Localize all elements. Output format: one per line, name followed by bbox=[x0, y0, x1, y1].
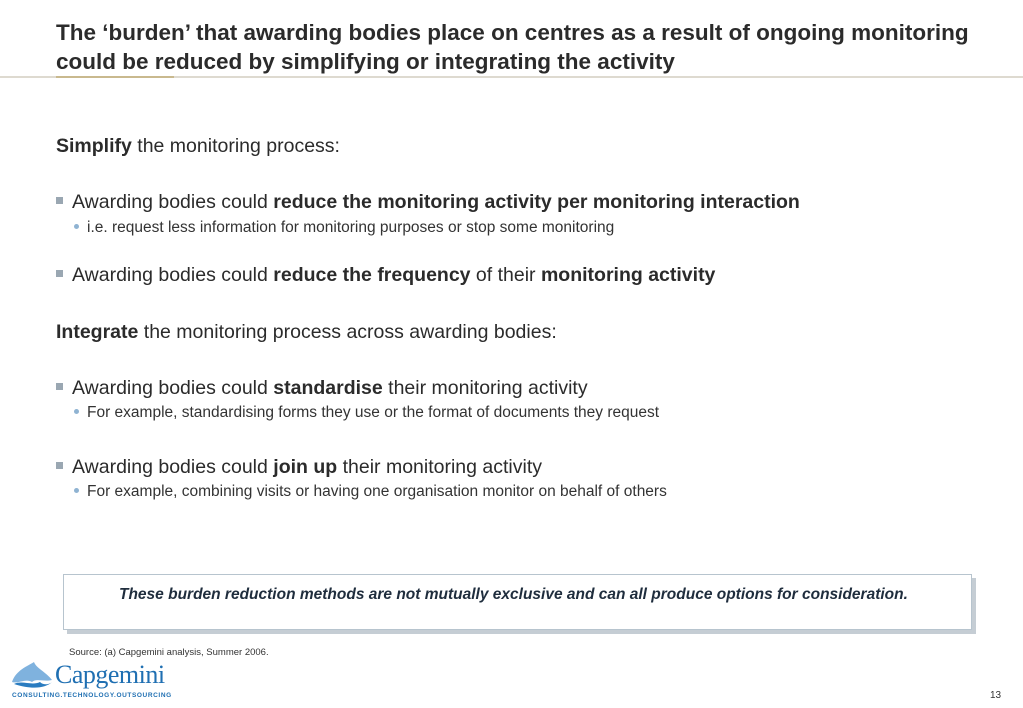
title-accent-line bbox=[56, 76, 174, 78]
bullet-prefix: Awarding bodies could bbox=[72, 264, 274, 286]
round-bullet-icon bbox=[74, 409, 79, 414]
bullet-prefix: Awarding bodies could bbox=[72, 377, 274, 399]
bullet-suffix: their monitoring activity bbox=[337, 456, 543, 478]
simplify-heading-bold: Simplify bbox=[56, 135, 132, 157]
integrate-sub-bullet-1 bbox=[74, 403, 659, 423]
integrate-bullet-2 bbox=[56, 455, 542, 479]
integrate-heading-bold: Integrate bbox=[56, 321, 139, 343]
round-bullet-icon bbox=[74, 488, 79, 493]
square-bullet-icon bbox=[56, 270, 63, 277]
integrate-heading-rest: the monitoring process across awarding bodies: bbox=[138, 321, 557, 343]
round-bullet-icon bbox=[74, 224, 79, 229]
bullet-bold-2: monitoring activity bbox=[540, 264, 716, 286]
source-note: Source: (a) Capgemini analysis, Summer 2006. bbox=[69, 647, 269, 658]
callout-box bbox=[63, 574, 972, 630]
simplify-bullet-2 bbox=[56, 263, 715, 287]
slide-title: The ‘burden’ that awarding bodies place on centres as a result of ongoing monitoring could be reduced by simplifying or integrating the activity bbox=[56, 20, 969, 74]
bullet-suffix: their monitoring activity bbox=[382, 377, 588, 399]
integrate-sub-bullet-2 bbox=[74, 482, 667, 502]
spade-icon bbox=[10, 660, 54, 690]
logo-wordmark: Capgemini bbox=[55, 660, 165, 689]
square-bullet-icon bbox=[56, 383, 63, 390]
bullet-bold: join up bbox=[273, 456, 338, 478]
bullet-bold: reduce the frequency bbox=[273, 264, 471, 286]
bullet-prefix: Awarding bodies could bbox=[72, 456, 274, 478]
simplify-bullet-1 bbox=[56, 190, 800, 214]
simplify-heading-rest: the monitoring process: bbox=[131, 135, 340, 157]
simplify-heading bbox=[56, 134, 340, 158]
sub-bullet-text: For example, combining visits or having one organisation monitor on behalf of others bbox=[87, 483, 667, 500]
bullet-prefix: Awarding bodies could bbox=[72, 191, 274, 213]
callout-text: These burden reduction methods are not mutually exclusive and can all produce options for consideration. bbox=[119, 586, 908, 603]
logo-tagline: CONSULTING.TECHNOLOGY.OUTSOURCING bbox=[12, 692, 172, 699]
simplify-sub-bullet-1 bbox=[74, 218, 614, 238]
integrate-heading bbox=[56, 320, 557, 344]
sub-bullet-text: i.e. request less information for monitoring purposes or stop some monitoring bbox=[87, 219, 615, 236]
bullet-bold: reduce the monitoring activity per monitoring interaction bbox=[273, 191, 800, 213]
sub-bullet-text: For example, standardising forms they use or the format of documents they request bbox=[87, 404, 660, 421]
square-bullet-icon bbox=[56, 462, 63, 469]
bullet-bold: standardise bbox=[273, 377, 383, 399]
page-number: 13 bbox=[990, 690, 1002, 701]
bullet-middle: of their bbox=[470, 264, 541, 286]
integrate-bullet-1 bbox=[56, 376, 588, 400]
capgemini-logo bbox=[10, 660, 170, 702]
square-bullet-icon bbox=[56, 197, 63, 204]
